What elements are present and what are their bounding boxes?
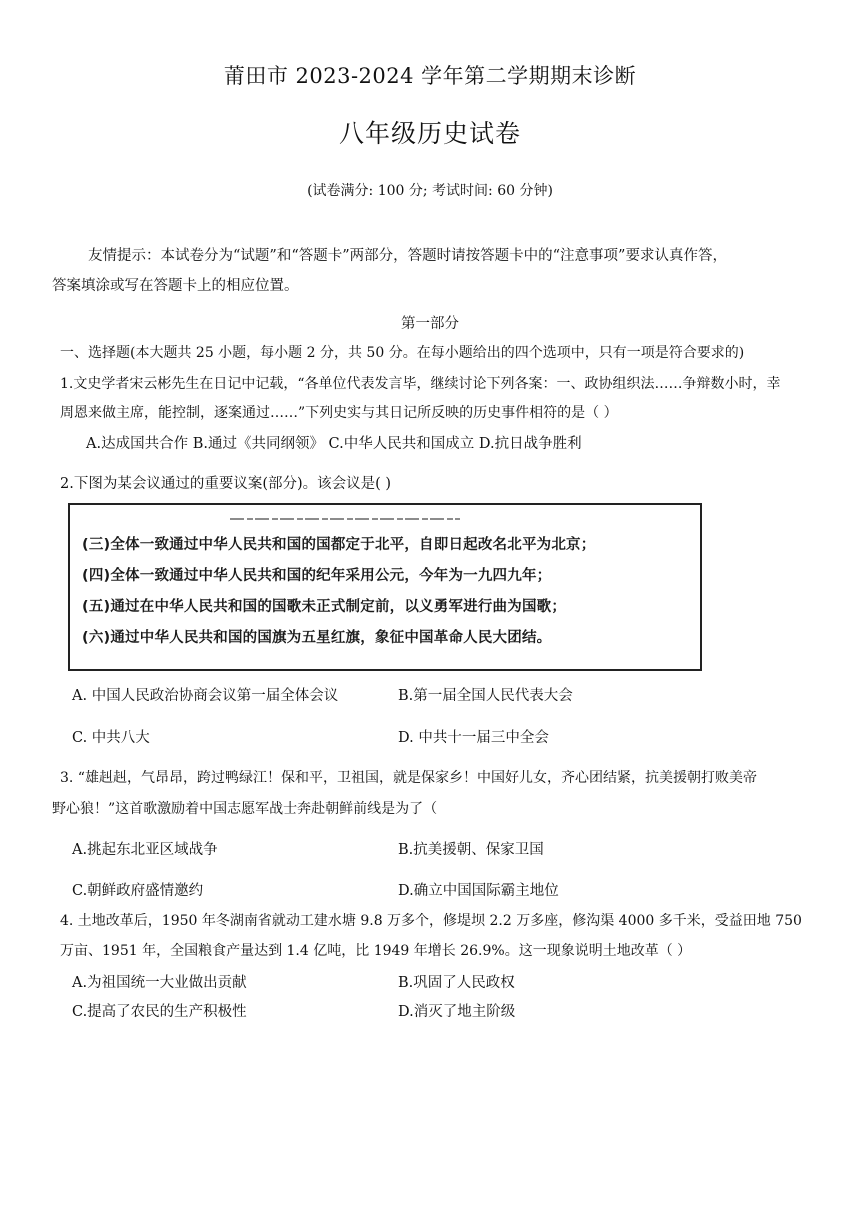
q3-stem-line-1: 3. “雄赳赳，气昂昂，跨过鸭绿江！保和平，卫祖国，就是保家乡！中国好儿女，齐心团结紧，抗美援朝打败美帝: [60, 770, 757, 786]
notice-line-1: 友情提示：本试卷分为“试题”和“答题卡”两部分，答题时请按答题卡中的“注意事项”要求认真作答，: [88, 248, 727, 264]
exam-meta: (试卷满分: 100 分; 考试时间: 60 分钟): [307, 183, 553, 199]
q3-stem-line-2: 野心狼！”这首歌激励着中国志愿军战士奔赴朝鲜前线是为了（: [52, 801, 438, 817]
q4-option-a: A.为祖国统一大业做出贡献: [72, 975, 247, 991]
exam-title: 莆田市 2023-2024 学年第二学期期末诊断: [223, 64, 637, 88]
q4-stem-line-2: 万亩、1951 年，全国粮食产量达到 1.4 亿吨，比 1949 年增长 26.9%。这一现象说明土地改革（ ）: [60, 943, 692, 959]
q2-option-a: A. 中国人民政治协商会议第一届全体会议: [72, 688, 339, 704]
q3-option-b: B.抗美援朝、保家卫国: [398, 842, 544, 858]
q2-option-b: B.第一届全国人民代表大会: [398, 688, 573, 704]
q2-option-d: D. 中共十一届三中全会: [398, 730, 549, 746]
q3-option-c: C.朝鲜政府盛情邀约: [72, 883, 204, 899]
q4-stem-line-1: 4. 土地改革后，1950 年冬湖南省就动工建水塘 9.8 万多个，修堤坝 2.2 万多座，修沟渠 4000 多千米，受益田地 750: [60, 913, 802, 929]
q1-options: A.达成国共合作 B.通过《共同纲领》 C.中华人民共和国成立 D.抗日战争胜利: [86, 436, 582, 452]
q2-option-c: C. 中共八大: [72, 730, 150, 746]
resolution-figure: [68, 503, 702, 671]
figure-line-6: (六)通过中华人民共和国的国旗为五星红旗，象征中国革命人民大团结。: [82, 630, 552, 646]
part-title: 第一部分: [401, 316, 459, 332]
scan-artifact-mark: [230, 517, 460, 521]
notice-line-2: 答案填涂或写在答题卡上的相应位置。: [52, 278, 299, 294]
q4-option-b: B.巩固了人民政权: [398, 975, 515, 991]
figure-line-4: (四)全体一致通过中华人民共和国的纪年采用公元，今年为一九四九年；: [82, 568, 552, 584]
q3-option-a: A.挑起东北亚区域战争: [72, 842, 218, 858]
figure-line-5: (五)通过在中华人民共和国的国歌未正式制定前，以义勇军进行曲为国歌；: [82, 599, 567, 615]
q1-stem-line-2: 周恩来做主席，能控制，逐案通过……”下列史实与其日记所反映的历史事件相符的是（ ）: [60, 405, 618, 421]
figure-line-3: (三)全体一致通过中华人民共和国的国都定于北平，自即日起改名北平为北京；: [82, 537, 596, 553]
q1-stem-line-1: 1.文史学者宋云彬先生在日记中记载，“各单位代表发言毕，继续讨论下列各案：一、政协组织法……争辩数小时，幸: [60, 376, 781, 392]
q4-option-d: D.消灭了地主阶级: [398, 1004, 516, 1020]
exam-subtitle: 八年级历史试卷: [338, 119, 521, 148]
q4-option-c: C.提高了农民的生产积极性: [72, 1004, 247, 1020]
q3-option-d: D.确立中国国际霸主地位: [398, 883, 559, 899]
section-title: 一、选择题(本大题共 25 小题，每小题 2 分，共 50 分。在每小题给出的四个选项中，只有一项是符合要求的): [60, 345, 745, 361]
q2-stem: 2.下图为某会议通过的重要议案(部分)。该会议是( ): [60, 476, 392, 492]
